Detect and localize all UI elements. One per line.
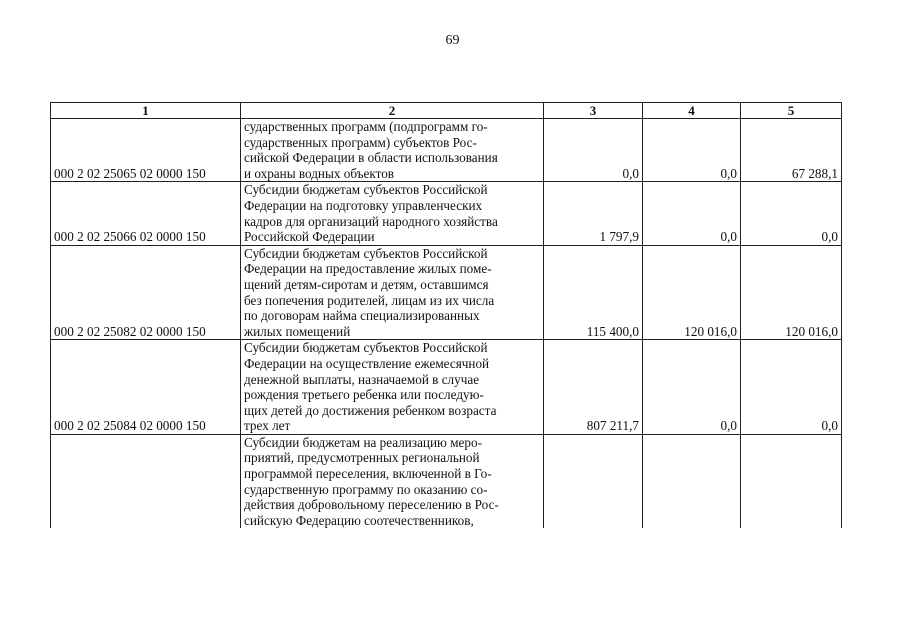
description-line: кадров для организаций народного хозяйства (244, 213, 498, 229)
description-line: денежной выплаты, назначаемой в случае (244, 371, 480, 387)
description-line: приятий, предусмотренных региональной (244, 450, 480, 466)
value-col-3: 115 400,0 (544, 245, 643, 340)
description-line: без попечения родителей, лицам из их числа (244, 292, 495, 308)
value-col-4: 120 016,0 (643, 245, 741, 340)
description-line: и охраны водных объектов (244, 165, 395, 181)
budget-code (51, 434, 241, 528)
value-col-4 (643, 434, 741, 528)
table-row (51, 434, 842, 528)
description-line: щений детям-сиротам и детям, оставшимся (244, 276, 489, 292)
page-number: 69 (445, 33, 460, 48)
value-col-5: 0,0 (741, 340, 842, 435)
description-line: Субсидии бюджетам субъектов Российской (244, 245, 488, 261)
value-col-4: 0,0 (643, 340, 741, 435)
value-col-5: 120 016,0 (741, 245, 842, 340)
description-line: Субсидии бюджетам субъектов Российской (244, 340, 488, 356)
description-line: по договорам найма специализированных (244, 308, 480, 324)
description-line: действия добровольному переселению в Рос- (244, 497, 499, 513)
table-row (51, 245, 842, 340)
description-line: Федерации на осуществление ежемесячной (244, 355, 490, 371)
description-line: трех лет (244, 418, 291, 434)
value-col-3: 0,0 (544, 119, 643, 182)
value-col-5 (741, 434, 842, 528)
description-line: сударственных программ (подпрограмм го- (244, 119, 488, 134)
budget-code: 000 2 02 25082 02 0000 150 (51, 245, 241, 340)
description-line: программой переселения, включенной в Го- (244, 466, 492, 482)
description-line: сударственных программ) субъектов Рос- (244, 134, 477, 150)
description-line: Федерации на подготовку управленческих (244, 197, 483, 213)
budget-code: 000 2 02 25065 02 0000 150 (51, 119, 241, 182)
description-line: Субсидии бюджетам на реализацию меро- (244, 434, 482, 450)
value-col-4: 0,0 (643, 119, 741, 182)
description-line: Субсидии бюджетам субъектов Российской (244, 182, 488, 198)
description-line: Российской Федерации (244, 229, 375, 245)
table-row (51, 119, 842, 182)
value-col-3: 807 211,7 (544, 340, 643, 435)
row-description (241, 434, 544, 528)
description-line: щих детей до достижения ребенком возраста (244, 402, 497, 418)
description-line: сударственную программу по оказанию со- (244, 481, 488, 497)
table-header-row (51, 103, 842, 119)
column-header-5: 5 (741, 103, 842, 119)
description-line: жилых помещений (244, 323, 351, 339)
row-description (241, 182, 544, 245)
table-row (51, 182, 842, 245)
column-header-2: 2 (241, 103, 544, 119)
budget-code: 000 2 02 25084 02 0000 150 (51, 340, 241, 435)
column-header-1: 1 (51, 103, 241, 119)
column-header-3: 3 (544, 103, 643, 119)
description-line: рождения третьего ребенка или последую- (244, 387, 484, 403)
value-col-5: 67 288,1 (741, 119, 842, 182)
row-description (241, 245, 544, 340)
description-line: сийскую Федерацию соотечественников, (244, 512, 474, 528)
budget-code: 000 2 02 25066 02 0000 150 (51, 182, 241, 245)
row-description (241, 340, 544, 435)
column-header-4: 4 (643, 103, 741, 119)
value-col-4: 0,0 (643, 182, 741, 245)
value-col-3: 1 797,9 (544, 182, 643, 245)
value-col-5: 0,0 (741, 182, 842, 245)
description-line: сийской Федерации в области использования (244, 150, 498, 166)
budget-table (50, 102, 842, 528)
table-row (51, 340, 842, 435)
value-col-3 (544, 434, 643, 528)
description-line: Федерации на предоставление жилых поме- (244, 261, 492, 277)
row-description (241, 119, 544, 182)
